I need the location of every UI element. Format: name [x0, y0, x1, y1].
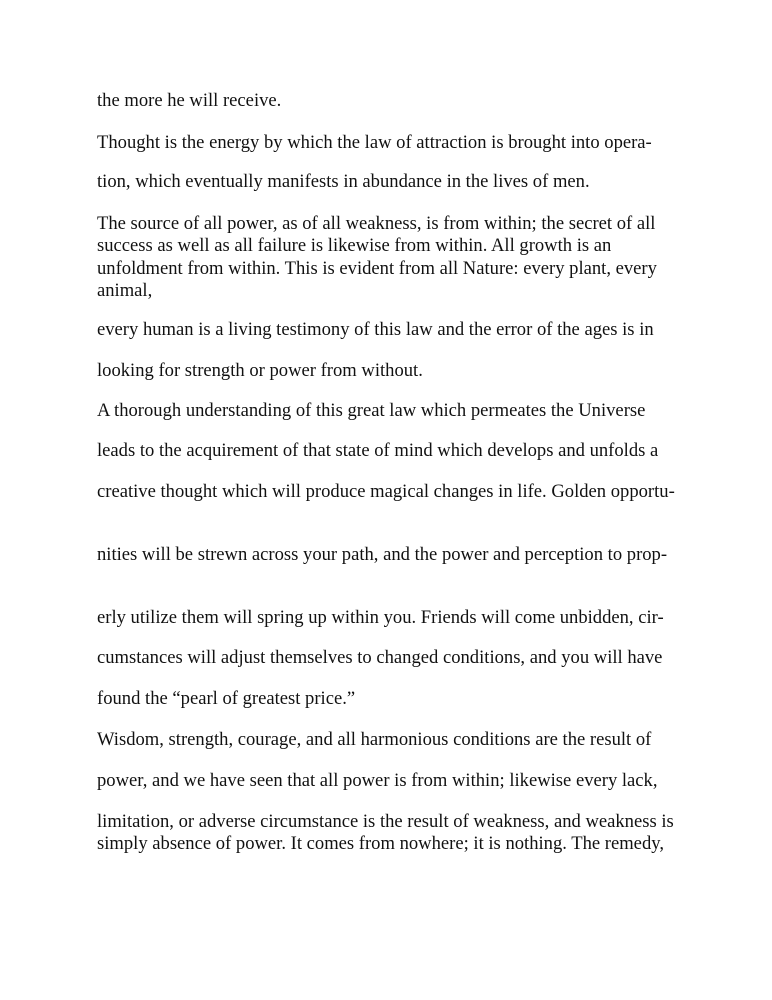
paragraph-1: the more he will receive.: [97, 90, 282, 111]
paragraph-8: leads to the acquirement of that state of mind which develops and unfolds a: [97, 440, 659, 461]
paragraph-9: creative thought which will produce magical changes in life. Golden opportu-: [97, 481, 675, 502]
paragraph-11: erly utilize them will spring up within you. Friends will come unbidden, cir-: [97, 607, 664, 628]
paragraph-10: nities will be strewn across your path, and the power and perception to prop-: [97, 544, 668, 565]
paragraph-3: tion, which eventually manifests in abundance in the lives of men.: [97, 171, 590, 192]
paragraph-7: A thorough understanding of this great law which permeates the Universe: [97, 400, 646, 421]
paragraph-12: cumstances will adjust themselves to changed conditions, and you will have: [97, 647, 663, 668]
paragraph-4: The source of all power, as of all weakness, is from within; the secret of all success as well as all failure is likewise from within. All growth is an unfoldment from within. This is evident from all Nature: every plant, every animal,: [97, 213, 657, 302]
paragraph-2: Thought is the energy by which the law of attraction is brought into opera-: [97, 132, 652, 153]
paragraph-14: Wisdom, strength, courage, and all harmonious conditions are the result of: [97, 729, 652, 750]
paragraph-5: every human is a living testimony of this law and the error of the ages is in: [97, 319, 654, 340]
paragraph-6: looking for strength or power from without.: [97, 360, 423, 381]
paragraph-15: power, and we have seen that all power is from within; likewise every lack,: [97, 770, 658, 791]
paragraph-16: limitation, or adverse circumstance is the result of weakness, and weakness is simply absence of power. It comes from nowhere; it is nothing. The remedy,: [97, 811, 674, 855]
paragraph-13: found the “pearl of greatest price.”: [97, 688, 356, 709]
